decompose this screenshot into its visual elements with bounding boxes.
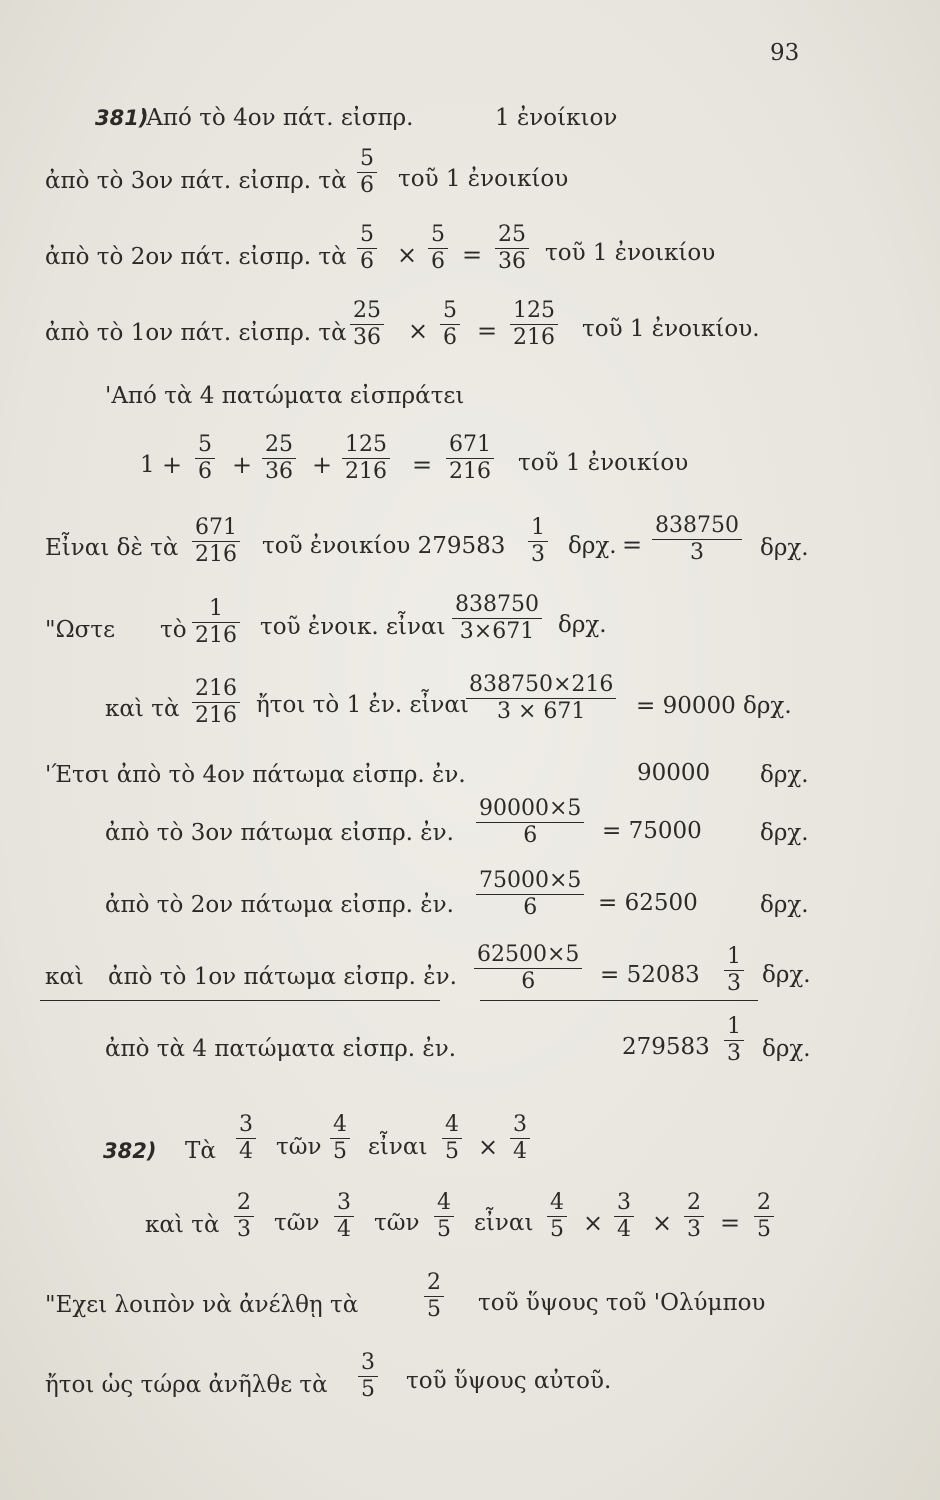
line-7-text: Εἶναι δὲ τὰ xyxy=(45,535,179,561)
fraction: 671 216 xyxy=(446,432,494,485)
fraction: 2 3 xyxy=(234,1190,254,1243)
fraction: 1 3 xyxy=(724,1014,744,1067)
line-4-suffix: τοῦ ὕψους αὐτοῦ. xyxy=(406,1368,612,1394)
fraction: 25 36 xyxy=(262,432,296,485)
fraction: 2 5 xyxy=(754,1190,774,1243)
fraction: 4 5 xyxy=(547,1190,567,1243)
unit-drachmas: δρχ. xyxy=(760,535,809,561)
line-9-text: καὶ τὰ xyxy=(105,696,180,722)
unit-drachmas: δρχ. xyxy=(760,892,809,918)
plus-sign: + xyxy=(162,451,183,479)
line-3-text: ἀπὸ τὸ 2ον πάτ. εἰσπρ. τὰ xyxy=(45,244,347,270)
line-8-middle: τοῦ ἐνοικ. εἶναι xyxy=(260,614,446,640)
sum-rule-right xyxy=(480,1000,758,1001)
line-9-result: = 90000 δρχ. xyxy=(636,693,792,719)
fraction: 25 36 xyxy=(495,222,529,275)
line-9-middle: ἤτοι τὸ 1 ἐν. εἶναι xyxy=(256,692,469,718)
fraction: 3 4 xyxy=(510,1112,530,1165)
line-14-text: ἀπὸ τὰ 4 πατώματα εἰσπρ. ἐν. xyxy=(105,1036,457,1062)
times-sign: × xyxy=(583,1209,604,1237)
line-4-suffix: τοῦ 1 ἐνοικίου. xyxy=(582,316,760,342)
unit-drachmas: δρχ. xyxy=(760,762,809,788)
times-sign: × xyxy=(478,1133,499,1161)
unit-drachmas: δρχ. xyxy=(760,820,809,846)
amount-52083: = 52083 xyxy=(600,962,700,988)
line-3-text: "Εχει λοιπὸν νὰ ἀνέλθῃ τὰ xyxy=(45,1292,359,1318)
line-2-text: καὶ τὰ xyxy=(145,1212,220,1238)
fraction: 4 5 xyxy=(434,1190,454,1243)
fraction: 3 4 xyxy=(614,1190,634,1243)
amount-75000: = 75000 xyxy=(602,818,702,844)
line-3-suffix: τοῦ 1 ἐνοικίου xyxy=(545,240,716,266)
total-amount: 279583 xyxy=(622,1034,710,1060)
line-1-text: 'Από τὸ 4ον πάτ. εἰσπρ. xyxy=(140,105,414,131)
word-is: εἶναι xyxy=(474,1210,534,1236)
sum-rule-left xyxy=(40,1000,440,1001)
one: 1 xyxy=(140,452,155,478)
fraction: 5 6 xyxy=(357,222,377,275)
fraction: 125 216 xyxy=(342,432,390,485)
fraction: 90000×5 6 xyxy=(476,796,584,849)
equals-sign: = xyxy=(622,531,643,559)
fraction: 5 6 xyxy=(440,298,460,351)
fraction-5-6: 5 6 xyxy=(357,146,377,199)
unit-drachmas: δρχ. xyxy=(558,612,607,638)
fraction: 1 216 xyxy=(192,596,240,649)
line-11-text: ἀπὸ τὸ 3ον πάτωμα εἰσπρ. ἐν. xyxy=(105,820,454,846)
line-8-article: τὸ xyxy=(160,617,187,643)
amount-62500: = 62500 xyxy=(598,890,698,916)
fraction: 671 216 xyxy=(192,515,240,568)
times-sign: × xyxy=(397,241,418,269)
unit-drachmas: δρχ. xyxy=(762,962,811,988)
fraction: 838750×216 3 × 671 xyxy=(466,672,616,725)
word-of: τῶν xyxy=(374,1210,420,1236)
line-12-text: ἀπὸ τὸ 2ον πάτωμα εἰσπρ. ἐν. xyxy=(105,892,454,918)
problem-382-label: 382) xyxy=(103,1139,157,1163)
fraction: 25 36 xyxy=(350,298,384,351)
line-13-text: ἀπὸ τὸ 1ον πάτωμα εἰσπρ. ἐν. xyxy=(108,964,457,990)
line-1-rent: 1 ἐνοίκιον xyxy=(495,105,618,131)
word-is: εἶναι xyxy=(368,1134,428,1160)
fraction: 2 5 xyxy=(424,1270,444,1323)
fraction: 5 6 xyxy=(195,432,215,485)
word-of: τῶν xyxy=(276,1134,322,1160)
line-4-text: ἤτοι ὡς τώρα ἀνῆλθε τὰ xyxy=(45,1372,328,1398)
equals-sign: = xyxy=(462,241,483,269)
fraction: 838750 3 xyxy=(652,513,742,566)
line-1-text: Τὰ xyxy=(185,1138,216,1164)
fraction: 1 3 xyxy=(724,944,744,997)
fraction: 4 5 xyxy=(330,1112,350,1165)
fraction: 4 5 xyxy=(442,1112,462,1165)
plus-sign: + xyxy=(312,451,333,479)
fraction: 3 4 xyxy=(236,1112,256,1165)
line-7-middle: τοῦ ἐνοικίου 279583 xyxy=(262,533,506,559)
line-3-suffix: τοῦ ὕψους τοῦ 'Ολύμπου xyxy=(478,1290,766,1316)
fraction: 1 3 xyxy=(528,515,548,568)
line-2-text: ἀπὸ τὸ 3ον πάτ. εἰσπρ. τὰ xyxy=(45,168,347,194)
fraction: 838750 3×671 xyxy=(452,592,542,645)
fraction: 216 216 xyxy=(192,676,240,729)
fraction: 2 3 xyxy=(684,1190,704,1243)
line-10-text: 'Έτσι ἀπὸ τὸ 4ον πάτωμα εἰσπρ. ἐν. xyxy=(45,762,466,788)
fraction: 5 6 xyxy=(428,222,448,275)
conjunction-and: καὶ xyxy=(45,964,84,990)
times-sign: × xyxy=(652,1209,673,1237)
line-8-text: "Ωστε xyxy=(45,617,115,643)
fraction: 3 4 xyxy=(334,1190,354,1243)
word-of: τῶν xyxy=(274,1210,320,1236)
unit-drachmas: δρχ. xyxy=(762,1036,811,1062)
unit-drachmas: δρχ. xyxy=(568,533,617,559)
plus-sign: + xyxy=(232,451,253,479)
equals-sign: = xyxy=(477,317,498,345)
fraction: 62500×5 6 xyxy=(474,942,582,995)
equals-sign: = xyxy=(412,451,433,479)
fraction: 3 5 xyxy=(358,1350,378,1403)
line-6-suffix: τοῦ 1 ἐνοικίου xyxy=(518,450,689,476)
line-2-suffix: τοῦ 1 ἐνοικίου xyxy=(398,166,569,192)
page-number: 93 xyxy=(770,40,800,66)
equals-sign: = xyxy=(720,1209,741,1237)
amount-90000: 90000 xyxy=(637,760,711,786)
fraction: 125 216 xyxy=(510,298,558,351)
times-sign: × xyxy=(408,317,429,345)
fraction: 75000×5 6 xyxy=(476,868,584,921)
problem-381-label: 381) xyxy=(95,106,149,130)
line-4-text: ἀπὸ τὸ 1ον πάτ. εἰσπρ. τὰ xyxy=(45,320,347,346)
line-5-text: 'Από τὰ 4 πατώματα εἰσπράτει xyxy=(105,383,465,409)
